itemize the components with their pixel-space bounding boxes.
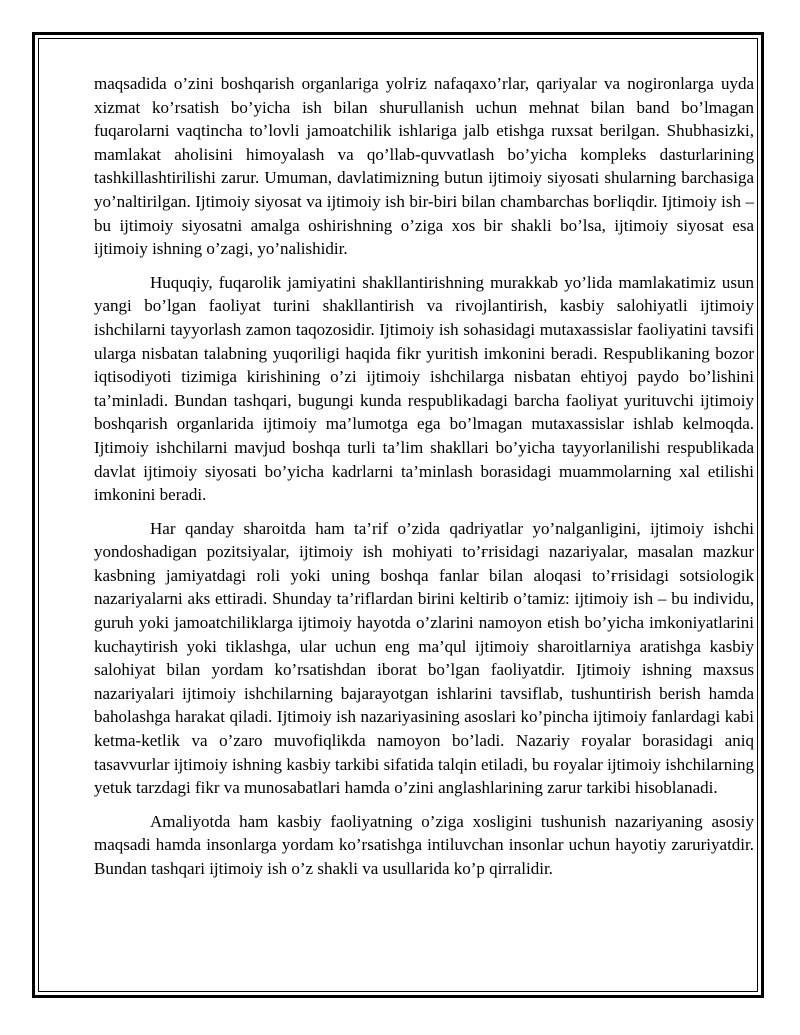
paragraph-3: Har qanday sharoitda ham ta’rif o’zida qadriyatlar yo’nalganligini, ijtimoiy ishchi yondoshadigan pozitsiyalar, ijtimoiy ish mohiyati to’ғrisidagi nazariyalar, masalan mazkur kasbning jamiyatdagi roli yoki uning boshqa fanlar bilan aloqasi to’ғrisidagi sotsiologik nazariyalarni aks ettiradi. Shunday ta’riflardan birini keltirib o’tamiz: ijtimoiy ish – bu individu, guruh yoki jamoatchiliklarga ijtimoiy hayotda o’zlarini namoyon etish bo’yicha imkoniyatlarini kuchaytirish yoki tiklashga, ular uchun eng ma’qul ijtimoiy sharoitlarniya aratishga kasbiy salohiyat bilan yordam ko’rsatishdan iborat bo’lgan faoliyatdir. Ijtimoiy ishning maxsus nazariyalari ijtimoiy ishchilarning bajarayotgan ishlarini tavsiflab, tushuntirish berish hamda baholashga harakat qiladi. Ijtimoiy ish nazariyasining asoslari ko’pincha ijtimoiy fanlardagi kabi ketma-ketlik va o’zaro muvofiqlikda namoyon bo’ladi. Nazariy ғoyalar borasidagi aniq tasavvurlar ijtimoiy ishning kasbiy tarkibi sifatida talqin etiladi, bu ғoyalar ijtimoiy ishchilarning yetuk tarzdagi fikr va munosabatlari hamda o’zini anglashlarining zarur tarkibi hisoblanadi.: [94, 518, 754, 798]
paragraph-1: maqsadida o’zini boshqarish organlariga yolғiz nafaqaxo’rlar, qariyalar va nogironlarga uyda xizmat ko’rsatish bo’yicha ish bilan shuғullanish uchun mehnat bilan band bo’lmagan fuqarolarni vaqtincha to’lovli jamoatchilik ishlariga jalb etishga ruxsat berilgan. Shubhasizki, mamlakat aholisini himoyalash va qo’llab-quvvatlash bo’yicha kompleks dasturlarining tashkillashtirilishi zarur. Umuman, davlatimizning butun ijtimoiy siyosati shularning barchasiga yo’naltirilgan. Ijtimoiy siyosat va ijtimoiy ish bir-biri bilan chambarchas boғliqdir. Ijtimoiy ish – bu ijtimoiy siyosatni amalga oshirishning o’ziga xos bir shakli bo’lsa, ijtimoiy siyosat esa ijtimoiy ishning o’zagi, yo’nalishidir.: [94, 74, 754, 259]
paragraph-4: Amaliyotda ham kasbiy faoliyatning o’ziga xosligini tushunish nazariyaning asosiy maqsadi hamda insonlarga yordam ko’rsatishga intiluvchan insonlar uchun hayotiy zaruriyatdir. Bundan tashqari ijtimoiy ish o’z shakli va usullarida ko’p qirralidir.: [94, 811, 754, 878]
paragraph-2: Huquqiy, fuqarolik jamiyatini shakllantirishning murakkab yo’lida mamlakatimiz usun yangi bo’lgan faoliyat turini shakllantirish va rivojlantirish, kasbiy salohiyatli ijtimoiy ishchilarni tayyorlash zamon taqozosidir. Ijtimoiy ish sohasidagi mutaxassislar faoliyatini tavsifi ularga nisbatan talabning yuqoriligi haqida fikr yuritish imkonini beradi. Respublikaning bozor iqtisodiyoti tizimiga kirishining o’zi ijtimoiy ishchilarga nisbatan ehtiyoj paydo bo’lishini ta’minladi. Bundan tashqari, bugungi kunda respublikadagi barcha faoliyat yurituvchi ijtimoiy boshqarish organlarida ijtimoiy ma’lumotga ega bo’lmagan mutaxassislar ishlab kelmoqda. Ijtimoiy ishchilarni mavjud boshqa turli ta’lim shakllari bo’yicha tayyorlanilishi respublikada davlat ijtimoiy siyosati bo’yicha kadrlarni ta’minlash borasidagi muammolarning xal etilishi imkonini beradi.: [94, 272, 754, 505]
page-content: [94, 72, 754, 891]
